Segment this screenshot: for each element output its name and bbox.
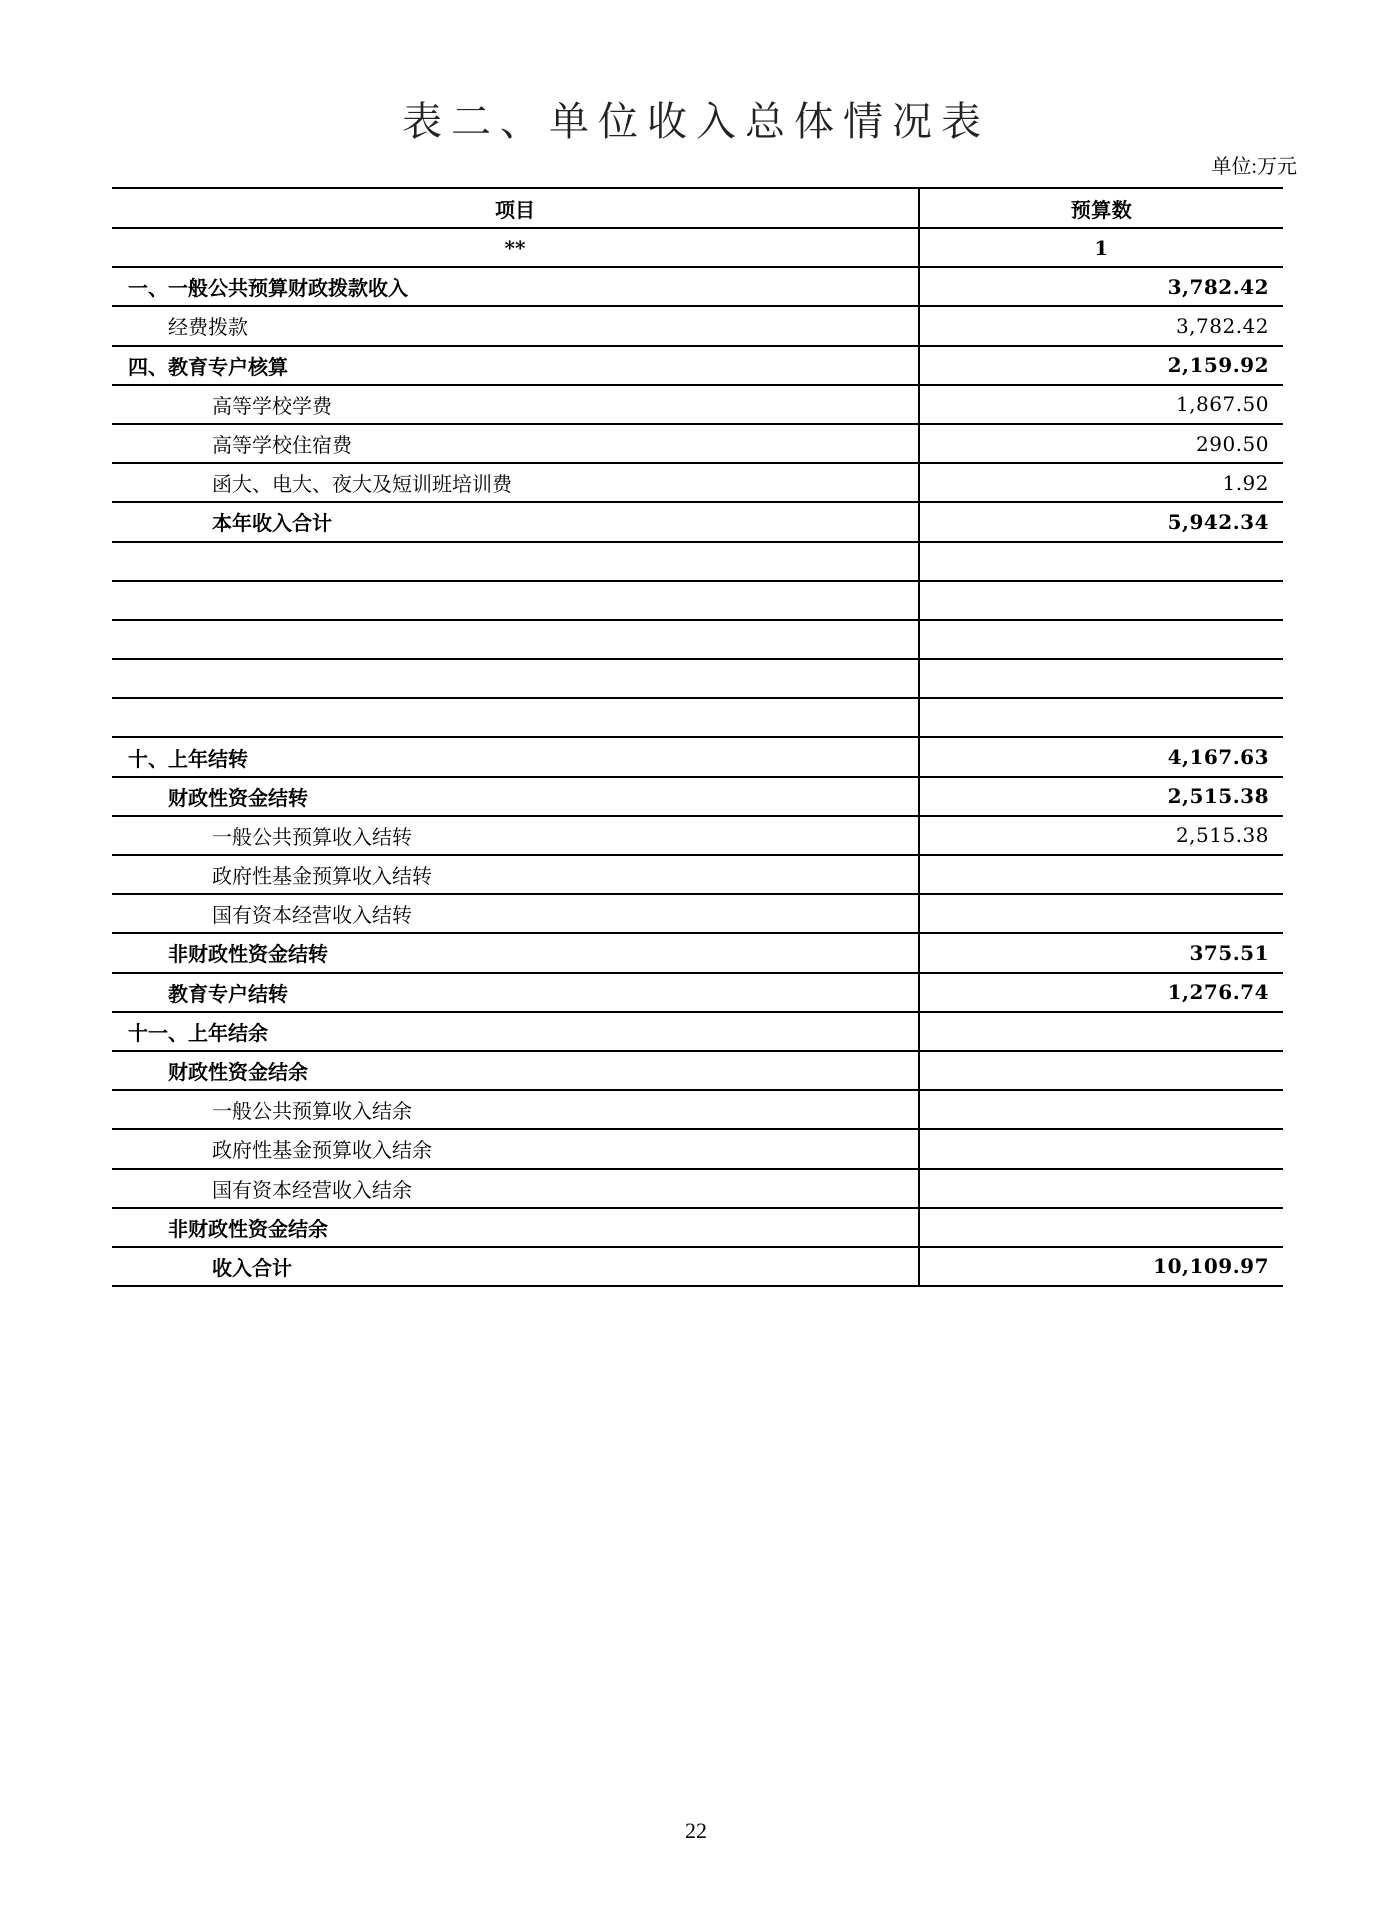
table-row <box>112 582 1283 621</box>
row-label: 教育专户结转 <box>168 983 288 1006</box>
table-row <box>112 699 1283 738</box>
table-row <box>112 974 1283 1013</box>
row-label <box>112 543 918 580</box>
page-number: 22 <box>685 1818 707 1843</box>
table-row <box>112 1248 1283 1287</box>
row-value <box>918 1170 1283 1207</box>
table-row <box>112 778 1283 817</box>
table-row <box>112 347 1283 386</box>
row-value <box>918 1091 1283 1128</box>
row-label: 财政性资金结转 <box>168 787 308 810</box>
row-value: 3,782.42 <box>918 307 1283 344</box>
row-value: 5,942.34 <box>918 503 1283 540</box>
row-value <box>918 895 1283 932</box>
row-label: 非财政性资金结余 <box>168 1218 328 1241</box>
row-label: 高等学校学费 <box>212 395 332 418</box>
row-label: 政府性基金预算收入结转 <box>212 866 432 889</box>
row-value <box>918 1130 1283 1167</box>
row-label: 本年收入合计 <box>212 513 332 536</box>
table-header-row <box>112 189 1283 229</box>
subheader-item-code: ** <box>504 235 526 260</box>
row-label <box>112 582 918 619</box>
table-row <box>112 503 1283 542</box>
table-body <box>112 268 1283 1287</box>
row-value <box>918 582 1283 619</box>
table-row <box>112 1052 1283 1091</box>
row-value <box>918 1209 1283 1246</box>
row-label: 四、教育专户核算 <box>128 356 288 379</box>
subheader-column-number: 1 <box>918 229 1283 266</box>
row-value <box>918 1013 1283 1050</box>
row-label: 十一、上年结余 <box>128 1022 268 1045</box>
row-label: 高等学校住宿费 <box>212 435 352 458</box>
table-row <box>112 1091 1283 1130</box>
table-row <box>112 660 1283 699</box>
row-value <box>918 1052 1283 1089</box>
row-value: 2,515.38 <box>918 778 1283 815</box>
income-table <box>112 187 1283 1287</box>
table-row <box>112 1130 1283 1169</box>
row-value: 1,276.74 <box>918 974 1283 1011</box>
row-label: 国有资本经营收入结余 <box>212 1179 412 1202</box>
table-row <box>112 895 1283 934</box>
row-value: 2,515.38 <box>918 817 1283 854</box>
table-row <box>112 934 1283 973</box>
row-value: 10,109.97 <box>918 1248 1283 1285</box>
table-row <box>112 1209 1283 1248</box>
row-value <box>918 621 1283 658</box>
row-label <box>112 660 918 697</box>
table-row <box>112 856 1283 895</box>
table-row <box>112 817 1283 856</box>
row-label: 收入合计 <box>212 1257 292 1280</box>
row-label: 一、一般公共预算财政拨款收入 <box>128 278 408 301</box>
row-value: 4,167.63 <box>918 738 1283 775</box>
unit-label: 单位:万元 <box>1211 156 1297 178</box>
table-row <box>112 268 1283 307</box>
row-label <box>112 699 918 736</box>
row-label: 非财政性资金结转 <box>168 944 328 967</box>
row-value <box>918 543 1283 580</box>
table-row <box>112 621 1283 660</box>
table-row <box>112 307 1283 346</box>
table-row <box>112 1170 1283 1209</box>
row-value: 375.51 <box>918 934 1283 971</box>
row-value: 1,867.50 <box>918 386 1283 423</box>
row-value: 2,159.92 <box>918 347 1283 384</box>
row-value <box>918 699 1283 736</box>
row-value <box>918 856 1283 893</box>
column-header-item: 项目 <box>495 199 535 222</box>
table-row <box>112 1013 1283 1052</box>
row-label: 政府性基金预算收入结余 <box>212 1140 432 1163</box>
table-row <box>112 386 1283 425</box>
row-label: 十、上年结转 <box>128 748 248 771</box>
column-header-budget: 预算数 <box>918 189 1283 227</box>
table-row <box>112 543 1283 582</box>
table-row <box>112 425 1283 464</box>
row-value: 290.50 <box>918 425 1283 462</box>
table-row <box>112 738 1283 777</box>
row-label: 国有资本经营收入结转 <box>212 905 412 928</box>
row-value <box>918 660 1283 697</box>
row-label: 经费拨款 <box>168 317 248 340</box>
page-title: 表二、单位收入总体情况表 <box>402 99 990 144</box>
row-label <box>112 621 918 658</box>
row-label: 函大、电大、夜大及短训班培训费 <box>212 474 512 497</box>
row-label: 财政性资金结余 <box>168 1062 308 1085</box>
row-label: 一般公共预算收入结转 <box>212 826 412 849</box>
row-value: 1.92 <box>918 464 1283 501</box>
row-label: 一般公共预算收入结余 <box>212 1101 412 1124</box>
table-subheader-row <box>112 229 1283 268</box>
row-value: 3,782.42 <box>918 268 1283 305</box>
table-row <box>112 464 1283 503</box>
